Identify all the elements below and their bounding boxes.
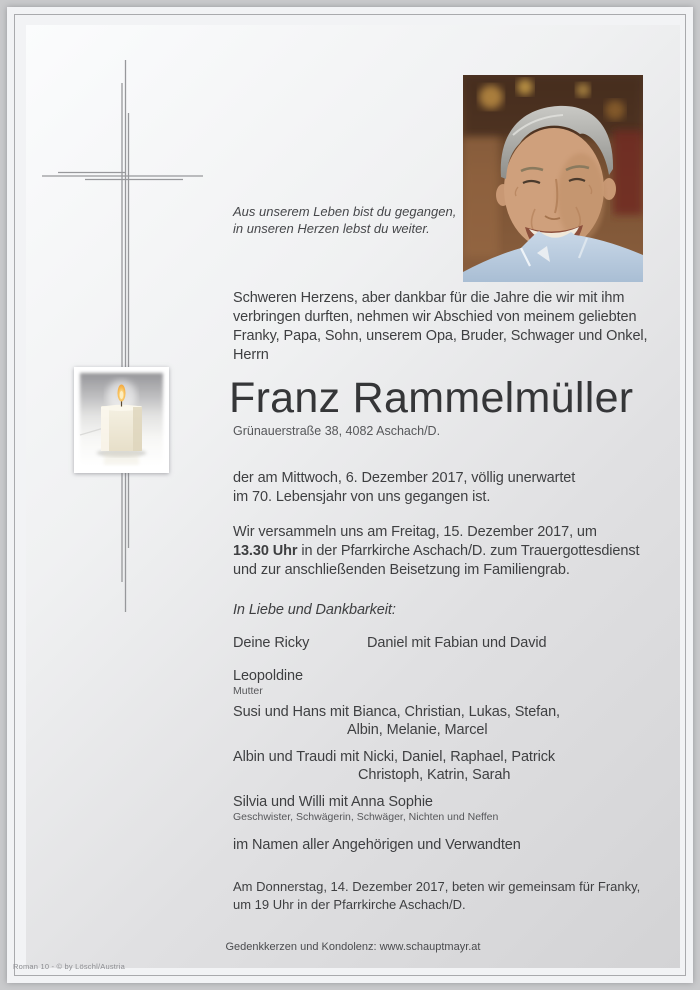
death-notice-line-1: der am Mittwoch, 6. Dezember 2017, völlig unerwartet [233, 470, 576, 486]
portrait-photo [463, 75, 643, 282]
mourner-son-group: Daniel mit Fabian und David [367, 635, 547, 651]
print-credit: Roman 10 - © by Löschl/Austria [13, 962, 125, 971]
family2-line-1: Albin und Traudi mit Nicki, Daniel, Raphael, Patrick [233, 749, 555, 765]
motto-line-1: Aus unserem Leben bist du gegangen, [233, 204, 457, 219]
behalf-line: im Namen aller Angehörigen und Verwandten [233, 837, 521, 853]
family2-line-2: Christoph, Katrin, Sarah [358, 767, 511, 783]
family1-line-2: Albin, Melanie, Marcel [347, 722, 488, 738]
intro-line-2: verbringen durften, nehmen wir Abschied von meinem geliebten [233, 309, 637, 325]
funeral-line-1: Wir versammeln uns am Freitag, 15. Dezember 2017, um [233, 524, 597, 540]
deceased-name: Franz Rammelmüller [229, 374, 634, 422]
prayer-line-2: um 19 Uhr in der Pfarrkirche Aschach/D. [233, 897, 466, 912]
cross-icon [0, 0, 230, 640]
funeral-line-2 [233, 542, 639, 561]
family3-relation: Geschwister, Schwägerin, Schwäger, Nichten und Neffen [233, 811, 499, 823]
funeral-line-3: und zur anschließenden Beisetzung im Familiengrab. [233, 562, 570, 578]
condolence-website-line: Gedenkkerzen und Kondolenz: www.schauptmayr.at [225, 941, 481, 953]
mourner-mother-relation: Mutter [233, 685, 263, 697]
candle-icon [74, 367, 169, 473]
closing-line: In Liebe und Dankbarkeit: [233, 602, 396, 618]
death-notice-line-2: im 70. Lebensjahr von uns gegangen ist. [233, 489, 491, 505]
memorial-candle-image [74, 367, 169, 473]
prayer-line-1: Am Donnerstag, 14. Dezember 2017, beten wir gemeinsam für Franky, [233, 879, 641, 894]
intro-line-3: Franky, Papa, Sohn, unserem Opa, Bruder, Schwager und Onkel, [233, 328, 648, 344]
deceased-address: Grünauerstraße 38, 4082 Aschach/D. [233, 424, 441, 438]
funeral-time: 13.30 Uhr [233, 543, 298, 559]
intro-line-1: Schweren Herzens, aber dankbar für die Jahre die wir mit ihm [233, 290, 625, 306]
family1-line-1: Susi und Hans mit Bianca, Christian, Lukas, Stefan, [233, 704, 560, 720]
motto-line-2: in unseren Herzen lebst du weiter. [233, 221, 430, 236]
intro-line-4: Herrn [233, 347, 269, 363]
mourner-mother-name: Leopoldine [233, 668, 303, 684]
family3-names: Silvia und Willi mit Anna Sophie [233, 794, 433, 810]
mourner-wife: Deine Ricky [233, 635, 310, 651]
funeral-line-2-rest: in der Pfarrkirche Aschach/D. zum Trauergottesdienst [297, 543, 640, 559]
